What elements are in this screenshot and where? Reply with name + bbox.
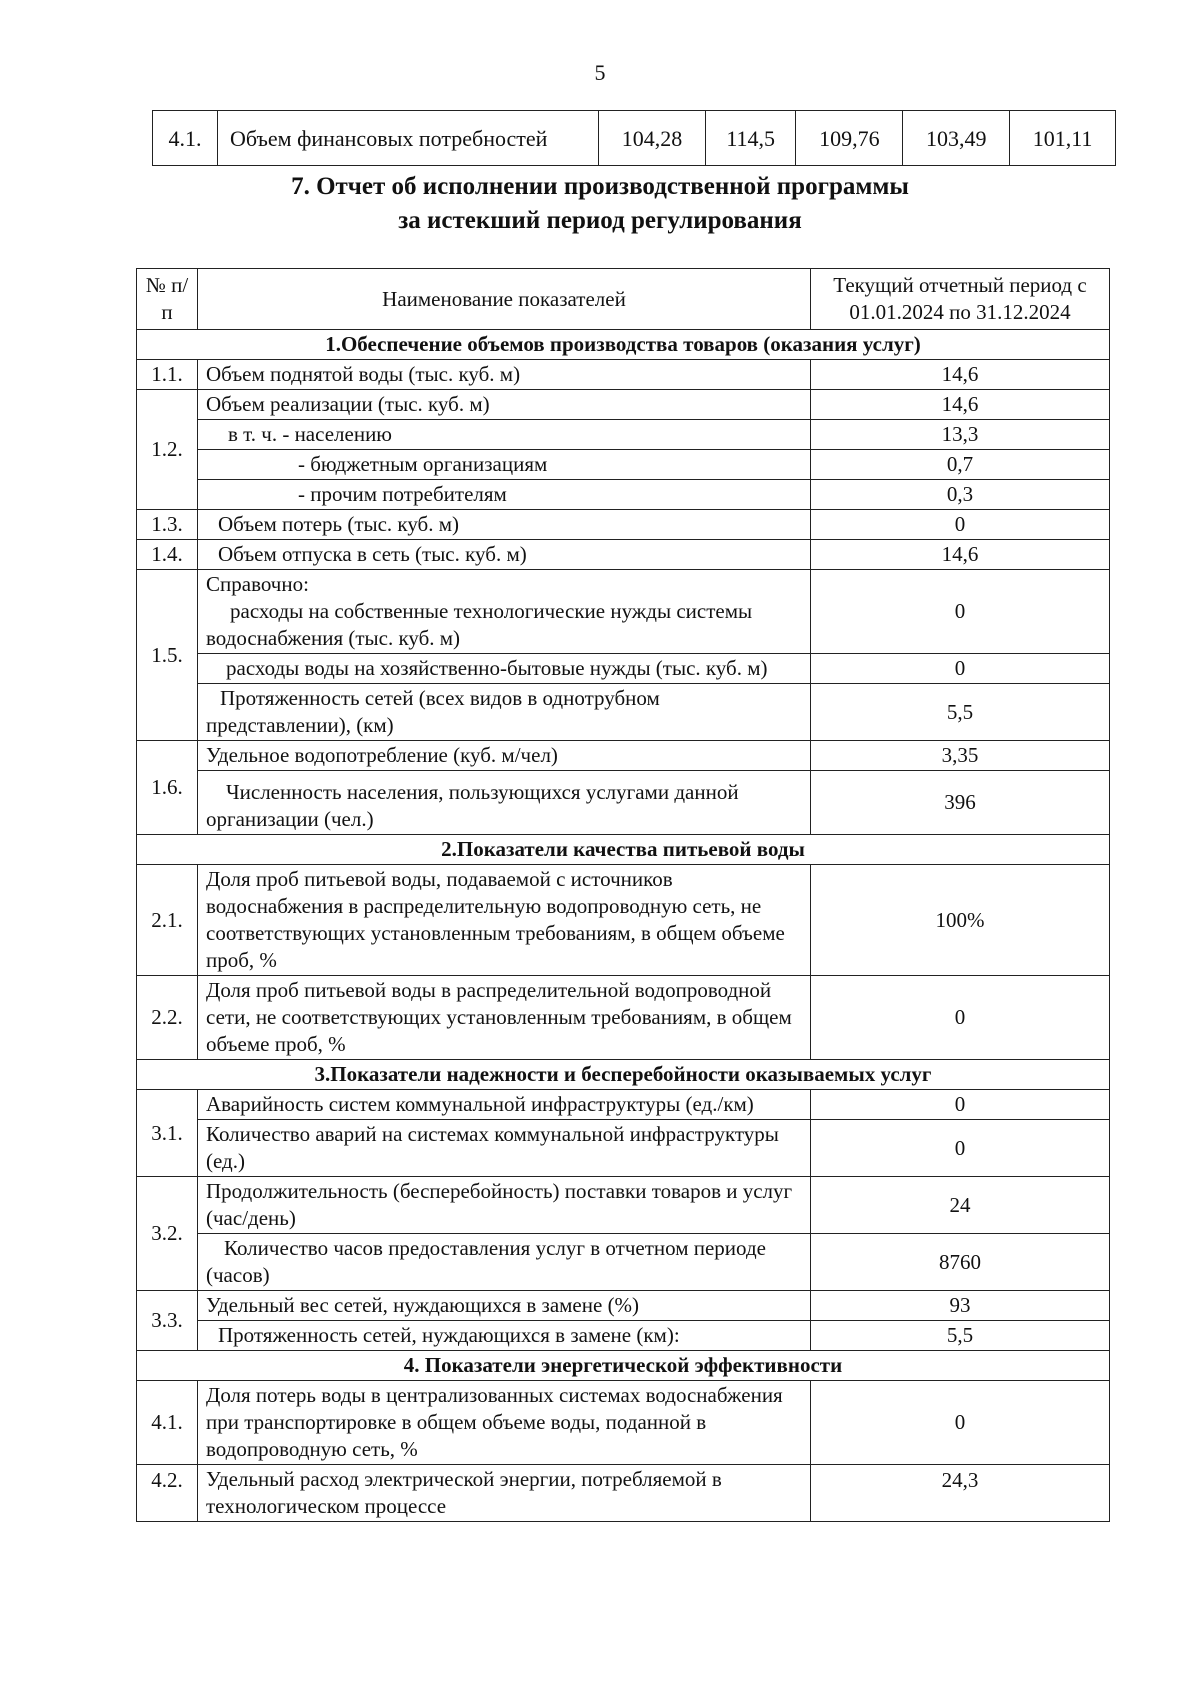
table-row [137,390,1110,420]
row-number: 3.3. [137,1291,198,1351]
value-cell: 104,28 [599,111,706,166]
row-label: Доля потерь воды в централизованных системах водоснабжения при транспортировке в общем объеме воды, поданной в водопроводную сеть, % [198,1381,811,1465]
row-label: Объем поднятой воды (тыс. куб. м) [198,360,811,390]
section-title: 2.Показатели качества питьевой воды [137,835,1110,865]
row-value: 0,3 [811,480,1110,510]
table-row [137,1465,1110,1522]
section-title: 1.Обеспечение объемов производства товаров (оказания услуг) [137,330,1110,360]
row-label: Удельное водопотребление (куб. м/чел) [198,741,811,771]
row-label-text: расходы на собственные технологические нужды системы водоснабжения (тыс. куб. м) [206,599,753,650]
table-row [137,976,1110,1060]
row-label: - прочим потребителям [198,480,811,510]
table-row [137,1120,1110,1177]
row-label [198,570,811,654]
table-row [137,540,1110,570]
row-number: 4.1. [153,111,218,166]
table-row [137,570,1110,654]
row-value: 0,7 [811,450,1110,480]
row-number: 1.1. [137,360,198,390]
table-row [137,741,1110,771]
section-title: 4. Показатели энергетической эффективности [137,1351,1110,1381]
row-number: 1.5. [137,570,198,741]
row-label: в т. ч. - населению [198,420,811,450]
row-value: 24 [811,1177,1110,1234]
table-row [137,654,1110,684]
table-row [137,684,1110,741]
row-label: Объем потерь (тыс. куб. м) [198,510,811,540]
row-label: Объем финансовых потребностей [218,111,599,166]
row-value: 100% [811,865,1110,976]
row-label: - бюджетным организациям [198,450,811,480]
row-value: 13,3 [811,420,1110,450]
section-title: 3.Показатели надежности и бесперебойности оказываемых услуг [137,1060,1110,1090]
row-value: 5,5 [811,1321,1110,1351]
row-number: 1.3. [137,510,198,540]
row-label: Численность населения, пользующихся услугами данной организации (чел.) [198,771,811,835]
table-row [137,1381,1110,1465]
page-number: 5 [594,60,606,85]
row-value: 14,6 [811,540,1110,570]
row-number: 1.4. [137,540,198,570]
row-label: Количество аварий на системах коммунальной инфраструктуры (ед.) [198,1120,811,1177]
row-label: Аварийность систем коммунальной инфраструктуры (ед./км) [198,1090,811,1120]
row-value: 24,3 [811,1465,1110,1522]
row-label: Протяженность сетей (всех видов в однотрубном представлении), (км) [198,684,811,741]
row-value: 93 [811,1291,1110,1321]
row-number: 3.2. [137,1177,198,1291]
header-name: Наименование показателей [198,269,811,330]
row-number: 1.6. [137,741,198,835]
row-number: 4.2. [137,1465,198,1522]
table-row [137,360,1110,390]
table-row [137,450,1110,480]
table-row [137,510,1110,540]
table-row [137,1234,1110,1291]
section-row [137,330,1110,360]
row-value: 14,6 [811,390,1110,420]
row-number: 2.2. [137,976,198,1060]
row-number: 3.1. [137,1090,198,1177]
section-row [137,1060,1110,1090]
row-label: Протяженность сетей, нуждающихся в замене (км): [198,1321,811,1351]
row-value: 0 [811,654,1110,684]
report-title-line2: за истекший период регулирования [398,207,802,234]
table-row [137,1177,1110,1234]
production-program-table [136,268,1110,1522]
row-label: Продолжительность (бесперебойность) поставки товаров и услуг (час/день) [198,1177,811,1234]
report-title-line1: 7. Отчет об исполнении производственной программы [291,173,909,200]
row-value: 3,35 [811,741,1110,771]
value-cell: 101,11 [1010,111,1116,166]
financial-needs-table [152,110,1116,166]
table-row [137,480,1110,510]
table-row [153,111,1116,166]
row-value: 0 [811,1120,1110,1177]
reference-note: Справочно: [206,572,309,596]
row-label: Доля проб питьевой воды, подаваемой с источников водоснабжения в распределительную водопроводную сеть, не соответствующих установленным требованиям, в общем объеме проб, % [198,865,811,976]
table-header [137,269,1110,330]
section-row [137,1351,1110,1381]
value-cell: 114,5 [705,111,796,166]
row-label: Удельный вес сетей, нуждающихся в замене (%) [198,1291,811,1321]
value-cell: 103,49 [903,111,1010,166]
section-row [137,835,1110,865]
table-row [137,420,1110,450]
row-value: 8760 [811,1234,1110,1291]
table-row [137,771,1110,835]
table-row [137,1321,1110,1351]
row-label: расходы воды на хозяйственно-бытовые нужды (тыс. куб. м) [198,654,811,684]
row-value: 0 [811,1090,1110,1120]
value-cell: 109,76 [796,111,903,166]
row-label: Количество часов предоставления услуг в отчетном периоде (часов) [198,1234,811,1291]
row-value: 0 [811,570,1110,654]
table-row [137,1090,1110,1120]
row-label: Объем отпуска в сеть (тыс. куб. м) [198,540,811,570]
row-value: 0 [811,510,1110,540]
table-row [137,1291,1110,1321]
row-label: Удельный расход электрической энергии, потребляемой в технологическом процессе [198,1465,811,1522]
row-number: 2.1. [137,865,198,976]
report-title [0,170,1200,238]
header-number: № п/п [137,269,198,330]
row-number: 1.2. [137,390,198,510]
table-row [137,865,1110,976]
row-label: Объем реализации (тыс. куб. м) [198,390,811,420]
row-value: 5,5 [811,684,1110,741]
row-number: 4.1. [137,1381,198,1465]
row-value: 0 [811,976,1110,1060]
row-value: 14,6 [811,360,1110,390]
row-value: 0 [811,1381,1110,1465]
row-label: Доля проб питьевой воды в распределительной водопроводной сети, не соответствующих установленным требованиям, в общем объеме проб, % [198,976,811,1060]
header-period: Текущий отчетный период с 01.01.2024 по 31.12.2024 [811,269,1110,330]
row-value: 396 [811,771,1110,835]
